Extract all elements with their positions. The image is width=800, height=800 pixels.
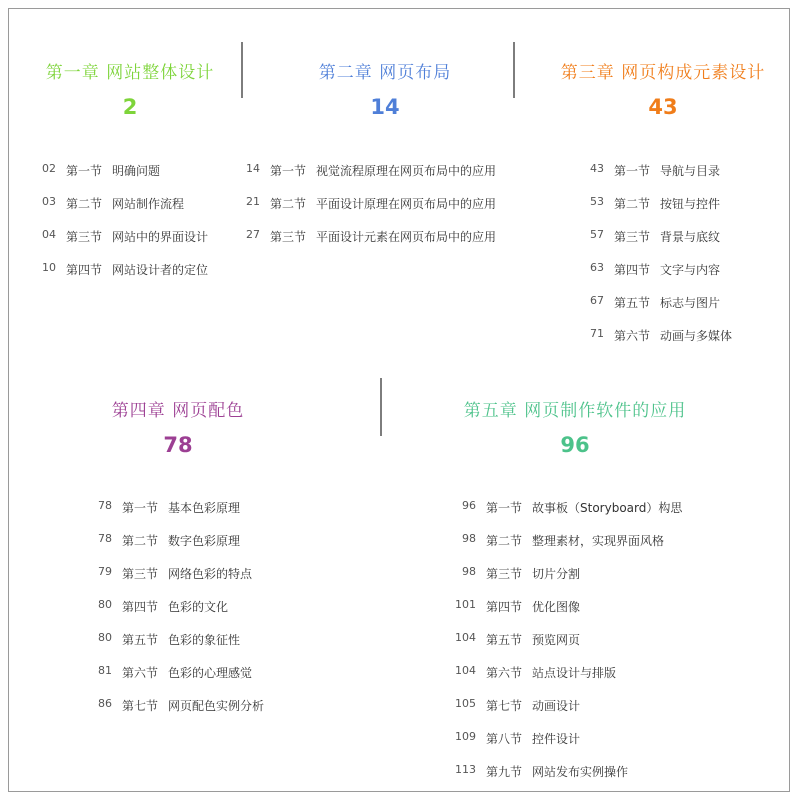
toc-entry[interactable] [450,499,682,532]
section-topic: 网站设计者的定位 [112,263,209,277]
section-topic: 故事板（Storyboard）构思 [532,501,683,515]
section-number: 第七节 [122,699,159,713]
section-number: 第四节 [614,263,651,277]
chapter-5-page: 96 [560,433,590,457]
toc-entry[interactable] [450,631,682,664]
section-number: 第一节 [122,501,159,515]
chapter-2-page: 14 [370,95,400,119]
toc-entry[interactable] [450,730,682,763]
toc-entry[interactable] [238,195,496,228]
section-number: 第九节 [486,765,523,779]
toc-entry[interactable] [582,162,732,195]
chapter-5-section-list [450,499,682,796]
section-number: 第二节 [614,197,651,211]
section-topic: 数字色彩原理 [168,534,241,548]
section-page-number: 80 [98,631,112,644]
section-topic: 优化图像 [532,600,581,614]
section-page-number: 79 [98,565,112,578]
chapter-5-heading [430,396,720,457]
divider-ch1-ch2 [241,42,243,98]
section-topic: 色彩的象征性 [168,633,241,647]
chapter-1-page: 2 [122,95,138,119]
section-number: 第三节 [614,230,651,244]
section-number: 第一节 [270,164,307,178]
section-number: 第二节 [66,197,103,211]
chapter-4-section-list [92,499,264,730]
toc-entry[interactable] [36,162,208,195]
toc-entry[interactable] [582,228,732,261]
toc-entry[interactable] [582,327,732,360]
section-page-number: 101 [455,598,476,611]
toc-entry[interactable] [92,598,264,631]
toc-entry[interactable] [450,532,682,565]
section-topic: 色彩的文化 [168,600,229,614]
chapter-3-section-list [582,162,732,360]
section-topic: 导航与目录 [660,164,721,178]
section-number: 第八节 [486,732,523,746]
chapter-4-title[interactable]: 第四章 网页配色 [111,401,245,421]
section-number: 第六节 [486,666,523,680]
section-topic: 背景与底纹 [660,230,721,244]
section-number: 第四节 [122,600,159,614]
section-page-number: 78 [98,532,112,545]
section-number: 第五节 [486,633,523,647]
section-topic: 按钮与控件 [660,197,721,211]
section-topic: 视觉流程原理在网页布局中的应用 [316,164,497,178]
section-page-number: 10 [42,261,56,274]
section-topic: 网站制作流程 [112,197,185,211]
section-number: 第二节 [122,534,159,548]
section-topic: 平面设计原理在网页布局中的应用 [316,197,497,211]
chapter-2-title[interactable]: 第二章 网页布局 [318,63,452,83]
section-page-number: 71 [590,327,604,340]
toc-entry[interactable] [92,499,264,532]
section-topic: 切片分割 [532,567,581,581]
section-page-number: 78 [98,499,112,512]
toc-entry[interactable] [582,261,732,294]
section-number: 第二节 [486,534,523,548]
section-number: 第六节 [614,329,651,343]
chapter-3-title[interactable]: 第三章 网页构成元素设计 [560,63,766,83]
section-number: 第三节 [66,230,103,244]
section-topic: 基本色彩原理 [168,501,241,515]
section-page-number: 96 [462,499,476,512]
chapter-3-heading [538,58,788,119]
toc-entry[interactable] [36,261,208,294]
chapter-1-title[interactable]: 第一章 网站整体设计 [45,63,215,83]
toc-entry[interactable] [450,598,682,631]
chapter-2-heading [260,58,510,119]
section-page-number: 104 [455,631,476,644]
section-page-number: 105 [455,697,476,710]
section-page-number: 21 [246,195,260,208]
section-number: 第三节 [486,567,523,581]
section-number: 第二节 [270,197,307,211]
divider-ch4-ch5 [380,378,382,436]
section-topic: 站点设计与排版 [532,666,617,680]
toc-entry[interactable] [92,664,264,697]
section-number: 第一节 [614,164,651,178]
section-page-number: 98 [462,532,476,545]
section-topic: 色彩的心理感觉 [168,666,253,680]
toc-entry[interactable] [36,195,208,228]
toc-entry[interactable] [450,664,682,697]
toc-entry[interactable] [582,195,732,228]
section-topic: 网站发布实例操作 [532,765,629,779]
section-page-number: 04 [42,228,56,241]
section-page-number: 27 [246,228,260,241]
section-number: 第三节 [270,230,307,244]
section-number: 第一节 [486,501,523,515]
section-page-number: 81 [98,664,112,677]
section-page-number: 80 [98,598,112,611]
chapter-4-page: 78 [163,433,193,457]
section-page-number: 109 [455,730,476,743]
toc-entry[interactable] [450,763,682,796]
toc-entry[interactable] [238,162,496,195]
section-number: 第四节 [66,263,103,277]
section-page-number: 104 [455,664,476,677]
chapter-1-heading [20,58,240,119]
toc-entry[interactable] [450,697,682,730]
section-number: 第七节 [486,699,523,713]
chapter-2-section-list [238,162,496,261]
section-page-number: 02 [42,162,56,175]
toc-entry[interactable] [92,565,264,598]
chapter-4-heading [78,396,278,457]
section-page-number: 43 [590,162,604,175]
chapter-5-title[interactable]: 第五章 网页制作软件的应用 [463,401,687,421]
section-page-number: 86 [98,697,112,710]
section-number: 第四节 [486,600,523,614]
toc-entry[interactable] [92,532,264,565]
section-topic: 文字与内容 [660,263,721,277]
section-topic: 动画与多媒体 [660,329,733,343]
section-page-number: 98 [462,565,476,578]
toc-entry[interactable] [238,228,496,261]
section-topic: 整理素材，实现界面风格 [532,534,665,548]
section-topic: 网络色彩的特点 [168,567,253,581]
section-page-number: 63 [590,261,604,274]
toc-entry[interactable] [92,631,264,664]
section-page-number: 03 [42,195,56,208]
section-page-number: 113 [455,763,476,776]
chapter-1-section-list [36,162,208,294]
section-topic: 网页配色实例分析 [168,699,265,713]
section-topic: 明确问题 [112,164,161,178]
toc-entry[interactable] [450,565,682,598]
section-topic: 控件设计 [532,732,581,746]
toc-entry[interactable] [582,294,732,327]
divider-ch2-ch3 [513,42,515,98]
section-number: 第五节 [122,633,159,647]
section-topic: 网站中的界面设计 [112,230,209,244]
section-topic: 动画设计 [532,699,581,713]
section-page-number: 67 [590,294,604,307]
section-topic: 预览网页 [532,633,581,647]
section-page-number: 57 [590,228,604,241]
toc-entry[interactable] [36,228,208,261]
section-number: 第三节 [122,567,159,581]
section-number: 第一节 [66,164,103,178]
chapter-3-page: 43 [648,95,678,119]
section-page-number: 53 [590,195,604,208]
section-topic: 标志与图片 [660,296,721,310]
section-topic: 平面设计元素在网页布局中的应用 [316,230,497,244]
toc-entry[interactable] [92,697,264,730]
section-number: 第六节 [122,666,159,680]
section-number: 第五节 [614,296,651,310]
section-page-number: 14 [246,162,260,175]
